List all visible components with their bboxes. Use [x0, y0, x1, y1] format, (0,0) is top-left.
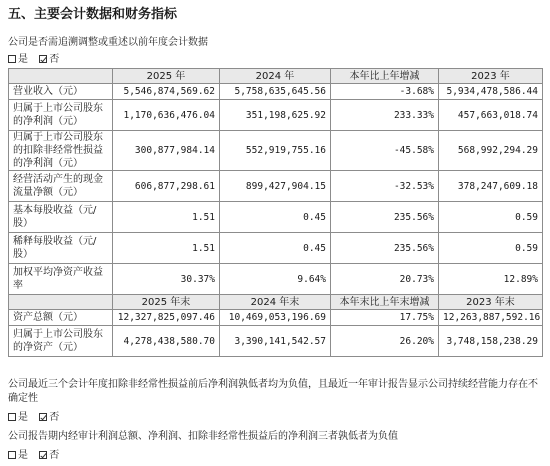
- row-label: 资产总额（元）: [9, 310, 113, 326]
- header-cell: 本年比上年增减: [331, 69, 439, 84]
- value-cell: 235.56%: [331, 233, 439, 264]
- header-cell: [9, 69, 113, 84]
- value-cell: 12,327,825,097.46: [113, 310, 220, 326]
- value-cell: 568,992,294.29: [439, 131, 543, 171]
- table-row: [9, 310, 543, 326]
- value-cell: 300,877,984.14: [113, 131, 220, 171]
- value-cell: 0.59: [439, 233, 543, 264]
- value-cell: 1.51: [113, 202, 220, 233]
- value-cell: 5,758,635,645.56: [220, 84, 331, 100]
- table-row: [9, 171, 543, 202]
- value-cell: 9.64%: [220, 264, 331, 295]
- row-label: 营业收入（元）: [9, 84, 113, 100]
- row-label: 归属于上市公司股东的净利润（元）: [9, 100, 113, 131]
- value-cell: 3,748,158,238.29: [439, 326, 543, 357]
- header-cell: 2024 年: [220, 69, 331, 84]
- no-checkbox[interactable]: [39, 451, 47, 459]
- header-cell: 2025 年: [113, 69, 220, 84]
- table-row: [9, 233, 543, 264]
- note1-options: [8, 408, 67, 423]
- yes-label: 是: [18, 450, 28, 461]
- no-label: 否: [49, 54, 60, 65]
- value-cell: 457,663,018.74: [439, 100, 543, 131]
- value-cell: 12.89%: [439, 264, 543, 295]
- value-cell: 3,390,141,542.57: [220, 326, 331, 357]
- header-cell: 2025 年末: [113, 295, 220, 310]
- financial-data-table: [8, 68, 543, 357]
- value-cell: -45.58%: [331, 131, 439, 171]
- no-label: 否: [49, 450, 60, 461]
- restate-question: 公司是否需追溯调整或重述以前年度会计数据: [8, 37, 208, 48]
- table-row: [9, 100, 543, 131]
- section-heading: 五、主要会计数据和财务指标: [8, 7, 178, 22]
- value-cell: 606,877,298.61: [113, 171, 220, 202]
- value-cell: 17.75%: [331, 310, 439, 326]
- value-cell: 0.45: [220, 233, 331, 264]
- value-cell: 5,546,874,569.62: [113, 84, 220, 100]
- row-label: 加权平均净资产收益率: [9, 264, 113, 295]
- yes-label: 是: [18, 412, 28, 423]
- value-cell: 378,247,609.18: [439, 171, 543, 202]
- value-cell: 351,198,625.92: [220, 100, 331, 131]
- header-cell: 2023 年末: [439, 295, 543, 310]
- table-row: [9, 84, 543, 100]
- value-cell: -32.53%: [331, 171, 439, 202]
- value-cell: -3.68%: [331, 84, 439, 100]
- note-negative-profit: 公司报告期内经审计利润总额、净利润、扣除非经常性损益后的净利润三者孰低者为负值: [8, 431, 398, 442]
- yes-checkbox[interactable]: [8, 451, 16, 459]
- value-cell: 0.45: [220, 202, 331, 233]
- row-label: 归属于上市公司股东的净资产（元）: [9, 326, 113, 357]
- value-cell: 4,278,438,580.70: [113, 326, 220, 357]
- row-label: 基本每股收益（元/股）: [9, 202, 113, 233]
- value-cell: 899,427,904.15: [220, 171, 331, 202]
- value-cell: 552,919,755.16: [220, 131, 331, 171]
- table-row: [9, 131, 543, 171]
- header-cell: 2024 年末: [220, 295, 331, 310]
- table-row: [9, 264, 543, 295]
- value-cell: 20.73%: [331, 264, 439, 295]
- header-cell: [9, 295, 113, 310]
- yes-checkbox[interactable]: [8, 55, 16, 63]
- table-header-row: [9, 295, 543, 310]
- no-label: 否: [49, 412, 60, 423]
- header-cell: 本年末比上年末增减: [331, 295, 439, 310]
- note2-options: [8, 446, 67, 461]
- row-label: 稀释每股收益（元/股）: [9, 233, 113, 264]
- value-cell: 10,469,053,196.69: [220, 310, 331, 326]
- value-cell: 235.56%: [331, 202, 439, 233]
- value-cell: 5,934,478,586.44: [439, 84, 543, 100]
- value-cell: 1,170,636,476.04: [113, 100, 220, 131]
- value-cell: 12,263,887,592.16: [439, 310, 543, 326]
- value-cell: 30.37%: [113, 264, 220, 295]
- yes-label: 是: [18, 54, 28, 65]
- yes-checkbox[interactable]: [8, 413, 16, 421]
- no-checkbox[interactable]: [39, 55, 47, 63]
- row-label: 归属于上市公司股东的扣除非经常性损益的净利润（元）: [9, 131, 113, 171]
- restate-options: [8, 50, 67, 65]
- value-cell: 233.33%: [331, 100, 439, 131]
- value-cell: 0.59: [439, 202, 543, 233]
- note-going-concern: 公司最近三个会计年度扣除非经常性损益前后净利润孰低者均为负值，且最近一年审计报告显示公司持续经营能力存在不确定性: [8, 379, 538, 404]
- table-header-row: [9, 69, 543, 84]
- value-cell: 26.20%: [331, 326, 439, 357]
- table-row: [9, 202, 543, 233]
- table-row: [9, 326, 543, 357]
- header-cell: 2023 年: [439, 69, 543, 84]
- row-label: 经营活动产生的现金流量净额（元）: [9, 171, 113, 202]
- value-cell: 1.51: [113, 233, 220, 264]
- no-checkbox[interactable]: [39, 413, 47, 421]
